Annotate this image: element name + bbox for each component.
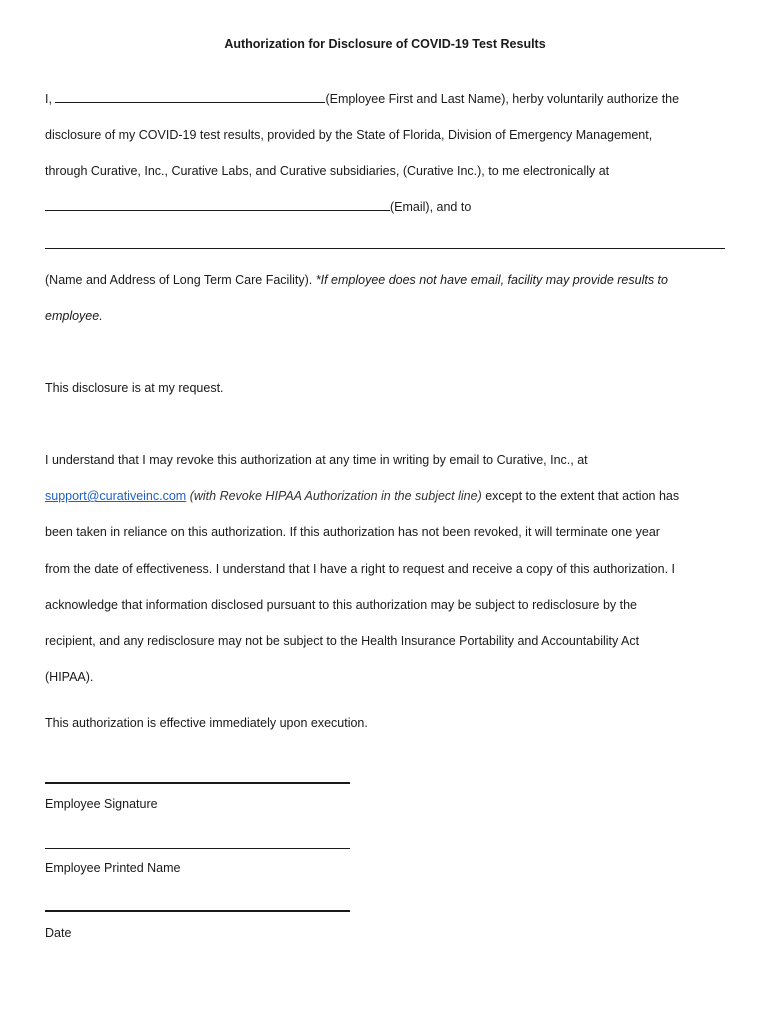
employee-name-field[interactable] [55,91,325,103]
disclosure-line-3: through Curative, Inc., Curative Labs, and Curative subsidiaries, (Curative Inc.), to me electronically at [45,164,610,178]
revoke-line-2 [45,488,679,504]
printed-name-field[interactable] [45,848,350,849]
date-label: Date [45,926,72,940]
effective-statement: This authorization is effective immediately upon execution. [45,716,368,730]
revoke-line-2-rest: except to the extent that action has [485,489,680,503]
facility-note: *If employee does not have email, facility may provide results to [315,273,668,287]
revoke-line-6: recipient, and any redisclosure may not be subject to the Health Insurance Portability and Accountability Act [45,634,640,648]
revoke-line-7: (HIPAA). [45,670,94,684]
printed-name-label: Employee Printed Name [45,861,181,875]
revoke-note: (with Revoke HIPAA Authorization in the subject line) [189,489,482,503]
facility-field[interactable] [45,248,725,249]
facility-note-cont: employee. [45,309,103,323]
revoke-line-5: acknowledge that information disclosed pursuant to this authorization may be subject to redisclosure by the [45,598,637,612]
facility-line [45,272,668,288]
email-line [45,199,471,215]
facility-label: (Name and Address of Long Term Care Facility). [45,273,313,287]
disclosure-line-2: disclosure of my COVID-19 test results, provided by the State of Florida, Division of Emergency Management, [45,128,653,142]
name-line [45,91,679,107]
revoke-line-1: I understand that I may revoke this authorization at any time in writing by email to Curative, Inc., at [45,453,588,467]
revoke-line-4: from the date of effectiveness. I understand that I have a right to request and receive a copy of this authorization. I [45,562,676,576]
support-email-link[interactable]: support@curativeinc.com [45,489,187,503]
document-title: Authorization for Disclosure of COVID-19 Test Results [224,37,546,51]
request-statement: This disclosure is at my request. [45,381,224,395]
i-prefix: I, [45,92,52,106]
revoke-line-3: been taken in reliance on this authorization. If this authorization has not been revoked, it will terminate one year [45,525,660,539]
email-line-text: (Email), and to [390,200,472,214]
email-field[interactable] [45,199,390,211]
signature-field[interactable] [45,782,350,784]
signature-label: Employee Signature [45,797,158,811]
date-field[interactable] [45,910,350,912]
name-line-text: (Employee First and Last Name), herby voluntarily authorize the [325,92,680,106]
